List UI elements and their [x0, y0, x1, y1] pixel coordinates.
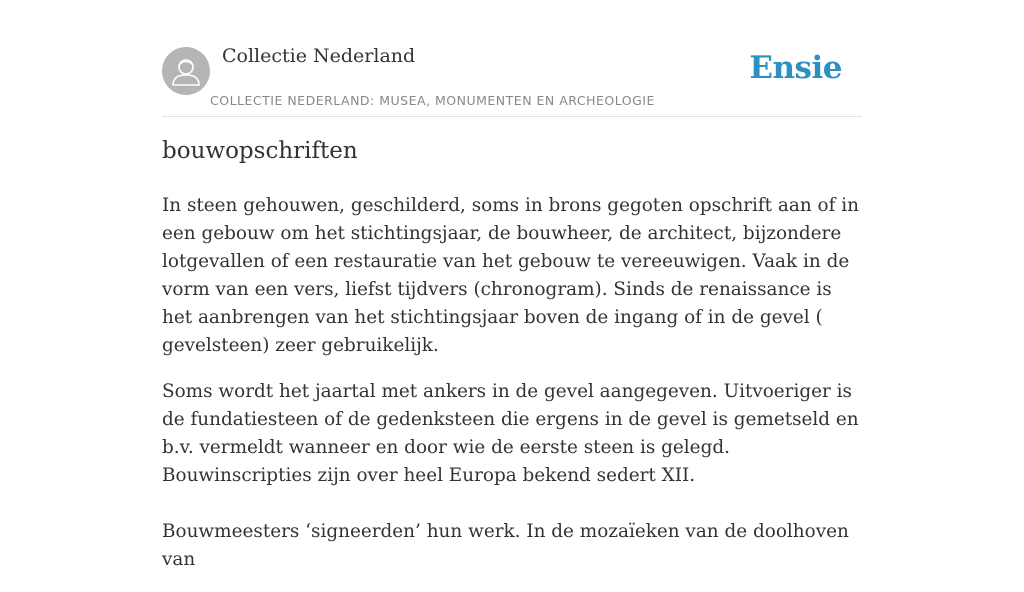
ensie-logo[interactable]: Ensie	[749, 50, 842, 86]
entry-paragraph: Soms wordt het jaartal met ankers in de gevel aangegeven. Uitvoeriger is de fundatiesteen of de gedenksteen die ergens in de gevel is gemetseld en b.v. vermeldt wanneer en door wie de eerste steen is gelegd. Bouwinscripties zijn over heel Europa bekend sedert XII.	[162, 381, 859, 486]
entry-paragraph: In steen gehouwen, geschilderd, soms in brons gegoten opschrift aan of in een gebouw om het stichtingsjaar, de bouwheer, de architect, bijzondere lotgevallen of een restauratie van het gebouw te vereeuwigen. Vaak in de vorm van een vers, liefst tijdvers (chronogram). Sinds de renaissance is het aanbrengen van het stichtingsjaar boven de ingang of in de gevel ( gevelsteen) zeer gebruikelijk.	[162, 195, 859, 356]
entry-body	[162, 192, 862, 592]
author-avatar[interactable]	[162, 47, 210, 95]
entry-header	[162, 0, 862, 117]
author-name[interactable]: Collectie Nederland	[222, 45, 416, 67]
entry-paragraph: Bouwmeesters ‘signeerden’ hun werk. In de mozaïeken van de doolhoven van	[162, 521, 849, 570]
source-label[interactable]: COLLECTIE NEDERLAND: MUSEA, MONUMENTEN EN ARCHEOLOGIE	[210, 93, 655, 108]
entry-title: bouwopschriften	[162, 138, 358, 164]
user-silhouette-icon	[162, 47, 210, 95]
entry-page	[162, 0, 862, 570]
